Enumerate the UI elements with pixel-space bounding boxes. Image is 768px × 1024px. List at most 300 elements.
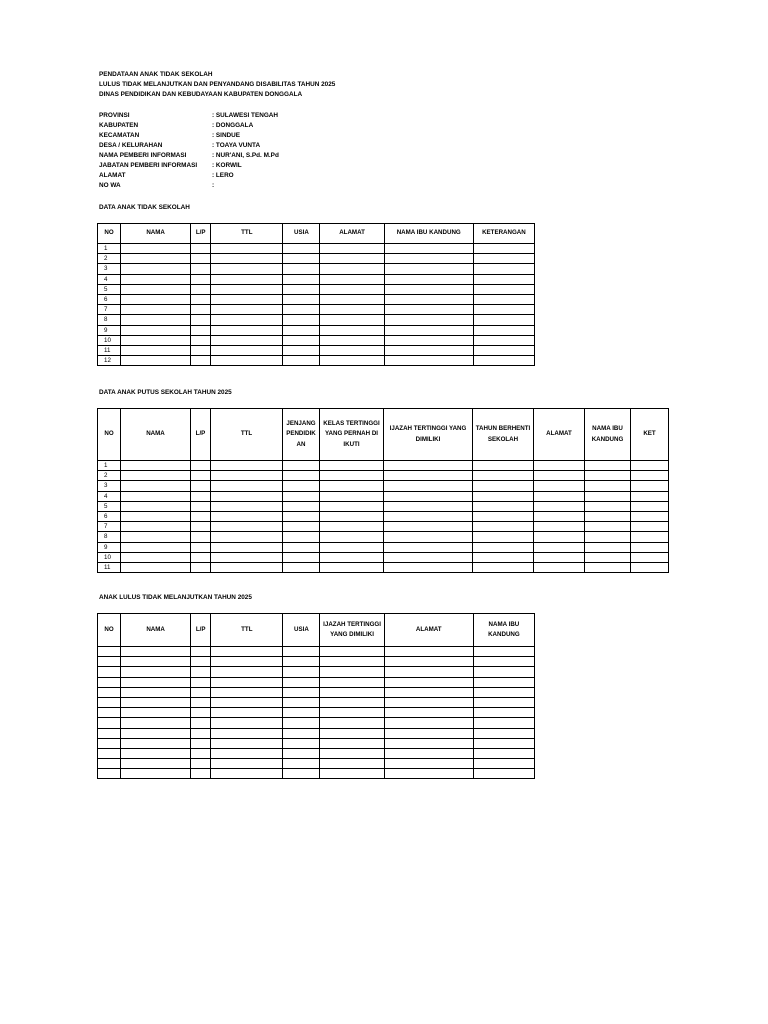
table-cell[interactable] (211, 532, 283, 542)
table-cell[interactable] (283, 522, 320, 532)
table-cell[interactable] (211, 294, 283, 304)
table-cell[interactable] (534, 542, 585, 552)
table-cell[interactable] (121, 471, 191, 481)
table-cell[interactable] (283, 315, 320, 325)
table-cell[interactable] (585, 471, 631, 481)
table-cell[interactable] (211, 667, 283, 677)
row-number-cell[interactable]: 5 (98, 284, 121, 294)
table-cell[interactable] (121, 254, 191, 264)
table-cell[interactable] (283, 345, 320, 355)
table-cell[interactable] (211, 501, 283, 511)
table-cell[interactable] (320, 552, 384, 562)
table-cell[interactable] (384, 647, 473, 657)
table-cell[interactable] (473, 264, 534, 274)
row-number-cell[interactable] (98, 687, 121, 697)
table-cell[interactable] (585, 552, 631, 562)
table-cell[interactable] (191, 244, 211, 254)
table-cell[interactable] (283, 325, 320, 335)
row-number-cell[interactable]: 2 (98, 471, 121, 481)
table-cell[interactable] (473, 647, 534, 657)
table-cell[interactable] (121, 335, 191, 345)
table-cell[interactable] (283, 748, 320, 758)
table-cell[interactable] (384, 657, 473, 667)
table-cell[interactable] (191, 532, 211, 542)
table-cell[interactable] (211, 697, 283, 707)
row-number-cell[interactable]: 6 (98, 511, 121, 521)
table-cell[interactable] (631, 491, 669, 501)
table-cell[interactable] (211, 325, 283, 335)
table-cell[interactable] (191, 657, 211, 667)
table-cell[interactable] (473, 657, 534, 667)
table-cell[interactable] (631, 481, 669, 491)
table-cell[interactable] (121, 728, 191, 738)
table-cell[interactable] (191, 471, 211, 481)
table-cell[interactable] (211, 305, 283, 315)
table-cell[interactable] (121, 697, 191, 707)
table-cell[interactable] (585, 481, 631, 491)
table-cell[interactable] (211, 315, 283, 325)
table-cell[interactable] (191, 254, 211, 264)
table-cell[interactable] (191, 345, 211, 355)
table-cell[interactable] (320, 274, 384, 284)
table-cell[interactable] (320, 335, 384, 345)
table-cell[interactable] (320, 461, 384, 471)
table-cell[interactable] (191, 274, 211, 284)
table-cell[interactable] (283, 335, 320, 345)
table-cell[interactable] (121, 687, 191, 697)
table-cell[interactable] (121, 667, 191, 677)
table-cell[interactable] (473, 471, 534, 481)
table-cell[interactable] (121, 325, 191, 335)
table-cell[interactable] (191, 562, 211, 572)
table-cell[interactable] (320, 325, 384, 335)
table-cell[interactable] (384, 769, 473, 779)
table-cell[interactable] (320, 294, 384, 304)
table-cell[interactable] (384, 708, 473, 718)
table-cell[interactable] (631, 532, 669, 542)
table-cell[interactable] (320, 708, 384, 718)
table-cell[interactable] (320, 532, 384, 542)
table-cell[interactable] (191, 748, 211, 758)
table-cell[interactable] (384, 274, 473, 284)
table-cell[interactable] (211, 335, 283, 345)
table-cell[interactable] (211, 461, 283, 471)
table-cell[interactable] (384, 481, 473, 491)
table-cell[interactable] (631, 471, 669, 481)
row-number-cell[interactable] (98, 738, 121, 748)
table-cell[interactable] (283, 542, 320, 552)
table-cell[interactable] (320, 769, 384, 779)
table-cell[interactable] (320, 677, 384, 687)
table-cell[interactable] (473, 542, 534, 552)
row-number-cell[interactable] (98, 647, 121, 657)
table-cell[interactable] (384, 552, 473, 562)
table-cell[interactable] (191, 335, 211, 345)
table-cell[interactable] (121, 294, 191, 304)
table-cell[interactable] (534, 532, 585, 542)
table-cell[interactable] (191, 647, 211, 657)
table-cell[interactable] (191, 552, 211, 562)
table-cell[interactable] (283, 481, 320, 491)
table-cell[interactable] (121, 244, 191, 254)
table-cell[interactable] (384, 718, 473, 728)
table-cell[interactable] (121, 501, 191, 511)
row-number-cell[interactable]: 4 (98, 274, 121, 284)
row-number-cell[interactable] (98, 728, 121, 738)
table-cell[interactable] (283, 264, 320, 274)
row-number-cell[interactable]: 10 (98, 552, 121, 562)
table-cell[interactable] (473, 728, 534, 738)
table-cell[interactable] (320, 657, 384, 667)
table-cell[interactable] (211, 542, 283, 552)
table-cell[interactable] (384, 697, 473, 707)
table-cell[interactable] (191, 501, 211, 511)
table-cell[interactable] (534, 511, 585, 521)
table-cell[interactable] (384, 335, 473, 345)
table-cell[interactable] (473, 274, 534, 284)
table-cell[interactable] (283, 294, 320, 304)
table-cell[interactable] (473, 461, 534, 471)
table-cell[interactable] (211, 728, 283, 738)
table-cell[interactable] (585, 491, 631, 501)
table-cell[interactable] (473, 244, 534, 254)
row-number-cell[interactable] (98, 677, 121, 687)
row-number-cell[interactable]: 3 (98, 481, 121, 491)
table-cell[interactable] (121, 708, 191, 718)
table-cell[interactable] (211, 769, 283, 779)
row-number-cell[interactable]: 11 (98, 562, 121, 572)
row-number-cell[interactable] (98, 667, 121, 677)
table-cell[interactable] (121, 461, 191, 471)
table-cell[interactable] (121, 481, 191, 491)
table-cell[interactable] (283, 284, 320, 294)
table-cell[interactable] (121, 677, 191, 687)
table-cell[interactable] (211, 522, 283, 532)
row-number-cell[interactable]: 10 (98, 335, 121, 345)
table-cell[interactable] (211, 687, 283, 697)
table-cell[interactable] (320, 759, 384, 769)
table-cell[interactable] (473, 718, 534, 728)
table-cell[interactable] (191, 759, 211, 769)
table-cell[interactable] (191, 697, 211, 707)
table-cell[interactable] (320, 305, 384, 315)
table-cell[interactable] (631, 461, 669, 471)
table-cell[interactable] (473, 294, 534, 304)
table-cell[interactable] (473, 501, 534, 511)
table-cell[interactable] (320, 345, 384, 355)
table-cell[interactable] (473, 759, 534, 769)
table-cell[interactable] (384, 325, 473, 335)
table-cell[interactable] (283, 244, 320, 254)
table-cell[interactable] (121, 718, 191, 728)
table-cell[interactable] (320, 667, 384, 677)
table-cell[interactable] (211, 284, 283, 294)
table-cell[interactable] (211, 356, 283, 366)
table-cell[interactable] (283, 274, 320, 284)
table-cell[interactable] (283, 769, 320, 779)
table-cell[interactable] (283, 677, 320, 687)
table-cell[interactable] (320, 718, 384, 728)
table-cell[interactable] (384, 511, 473, 521)
table-cell[interactable] (631, 552, 669, 562)
table-cell[interactable] (473, 552, 534, 562)
table-cell[interactable] (121, 748, 191, 758)
table-cell[interactable] (191, 677, 211, 687)
table-cell[interactable] (473, 305, 534, 315)
table-cell[interactable] (191, 687, 211, 697)
table-cell[interactable] (191, 769, 211, 779)
table-cell[interactable] (121, 345, 191, 355)
table-cell[interactable] (534, 471, 585, 481)
table-cell[interactable] (473, 481, 534, 491)
table-cell[interactable] (384, 471, 473, 481)
table-cell[interactable] (384, 677, 473, 687)
table-cell[interactable] (283, 254, 320, 264)
table-cell[interactable] (384, 687, 473, 697)
table-cell[interactable] (211, 718, 283, 728)
table-cell[interactable] (473, 687, 534, 697)
table-cell[interactable] (191, 491, 211, 501)
table-cell[interactable] (211, 748, 283, 758)
table-cell[interactable] (283, 708, 320, 718)
table-cell[interactable] (384, 284, 473, 294)
table-cell[interactable] (473, 708, 534, 718)
table-cell[interactable] (191, 481, 211, 491)
table-cell[interactable] (283, 657, 320, 667)
table-cell[interactable] (211, 759, 283, 769)
table-cell[interactable] (585, 542, 631, 552)
table-cell[interactable] (191, 294, 211, 304)
table-cell[interactable] (283, 687, 320, 697)
table-cell[interactable] (534, 501, 585, 511)
row-number-cell[interactable]: 9 (98, 542, 121, 552)
row-number-cell[interactable] (98, 697, 121, 707)
table-cell[interactable] (473, 284, 534, 294)
table-cell[interactable] (534, 481, 585, 491)
row-number-cell[interactable]: 8 (98, 315, 121, 325)
table-cell[interactable] (320, 491, 384, 501)
table-cell[interactable] (384, 254, 473, 264)
table-cell[interactable] (121, 759, 191, 769)
table-cell[interactable] (473, 667, 534, 677)
table-cell[interactable] (211, 274, 283, 284)
table-cell[interactable] (384, 738, 473, 748)
table-cell[interactable] (320, 471, 384, 481)
table-cell[interactable] (320, 562, 384, 572)
row-number-cell[interactable] (98, 748, 121, 758)
table-cell[interactable] (283, 667, 320, 677)
table-cell[interactable] (191, 305, 211, 315)
table-cell[interactable] (534, 491, 585, 501)
table-cell[interactable] (631, 562, 669, 572)
table-cell[interactable] (320, 511, 384, 521)
table-cell[interactable] (384, 356, 473, 366)
table-cell[interactable] (384, 294, 473, 304)
table-cell[interactable] (191, 356, 211, 366)
table-cell[interactable] (283, 501, 320, 511)
table-cell[interactable] (283, 728, 320, 738)
table-cell[interactable] (585, 522, 631, 532)
row-number-cell[interactable] (98, 708, 121, 718)
table-cell[interactable] (473, 532, 534, 542)
table-cell[interactable] (473, 769, 534, 779)
table-cell[interactable] (191, 284, 211, 294)
table-cell[interactable] (211, 471, 283, 481)
table-cell[interactable] (191, 461, 211, 471)
table-cell[interactable] (534, 522, 585, 532)
table-cell[interactable] (384, 667, 473, 677)
table-cell[interactable] (320, 356, 384, 366)
table-cell[interactable] (384, 522, 473, 532)
row-number-cell[interactable] (98, 718, 121, 728)
table-cell[interactable] (320, 315, 384, 325)
table-cell[interactable] (211, 677, 283, 687)
table-cell[interactable] (121, 315, 191, 325)
table-cell[interactable] (121, 542, 191, 552)
table-cell[interactable] (473, 562, 534, 572)
table-cell[interactable] (631, 511, 669, 521)
table-cell[interactable] (320, 264, 384, 274)
table-cell[interactable] (211, 562, 283, 572)
table-cell[interactable] (121, 562, 191, 572)
table-cell[interactable] (585, 532, 631, 542)
table-cell[interactable] (121, 532, 191, 542)
table-cell[interactable] (585, 562, 631, 572)
table-cell[interactable] (191, 542, 211, 552)
table-cell[interactable] (473, 511, 534, 521)
table-cell[interactable] (320, 542, 384, 552)
table-cell[interactable] (191, 315, 211, 325)
table-cell[interactable] (320, 728, 384, 738)
row-number-cell[interactable]: 11 (98, 345, 121, 355)
table-cell[interactable] (473, 738, 534, 748)
table-cell[interactable] (283, 759, 320, 769)
table-cell[interactable] (585, 461, 631, 471)
table-cell[interactable] (121, 356, 191, 366)
table-cell[interactable] (384, 562, 473, 572)
table-cell[interactable] (283, 532, 320, 542)
table-cell[interactable] (585, 501, 631, 511)
table-cell[interactable] (320, 647, 384, 657)
table-cell[interactable] (320, 501, 384, 511)
table-cell[interactable] (191, 325, 211, 335)
table-cell[interactable] (283, 491, 320, 501)
table-cell[interactable] (283, 718, 320, 728)
row-number-cell[interactable]: 12 (98, 356, 121, 366)
table-cell[interactable] (320, 697, 384, 707)
row-number-cell[interactable]: 9 (98, 325, 121, 335)
table-cell[interactable] (121, 305, 191, 315)
table-cell[interactable] (384, 315, 473, 325)
row-number-cell[interactable]: 6 (98, 294, 121, 304)
table-cell[interactable] (121, 769, 191, 779)
row-number-cell[interactable]: 1 (98, 244, 121, 254)
table-cell[interactable] (211, 647, 283, 657)
table-cell[interactable] (320, 522, 384, 532)
row-number-cell[interactable]: 7 (98, 305, 121, 315)
table-cell[interactable] (631, 501, 669, 511)
table-cell[interactable] (384, 748, 473, 758)
table-cell[interactable] (211, 345, 283, 355)
table-cell[interactable] (211, 481, 283, 491)
table-cell[interactable] (283, 562, 320, 572)
table-cell[interactable] (191, 738, 211, 748)
table-cell[interactable] (211, 552, 283, 562)
table-cell[interactable] (473, 748, 534, 758)
table-cell[interactable] (211, 708, 283, 718)
row-number-cell[interactable]: 5 (98, 501, 121, 511)
table-cell[interactable] (631, 542, 669, 552)
table-cell[interactable] (283, 305, 320, 315)
row-number-cell[interactable]: 3 (98, 264, 121, 274)
table-cell[interactable] (211, 738, 283, 748)
table-cell[interactable] (211, 491, 283, 501)
table-cell[interactable] (320, 738, 384, 748)
table-cell[interactable] (283, 511, 320, 521)
table-cell[interactable] (534, 562, 585, 572)
table-cell[interactable] (283, 471, 320, 481)
row-number-cell[interactable] (98, 657, 121, 667)
table-cell[interactable] (121, 522, 191, 532)
table-cell[interactable] (320, 254, 384, 264)
table-cell[interactable] (211, 511, 283, 521)
row-number-cell[interactable] (98, 759, 121, 769)
table-cell[interactable] (283, 356, 320, 366)
table-cell[interactable] (283, 461, 320, 471)
table-cell[interactable] (384, 491, 473, 501)
table-cell[interactable] (320, 748, 384, 758)
table-cell[interactable] (283, 697, 320, 707)
table-cell[interactable] (211, 264, 283, 274)
row-number-cell[interactable]: 4 (98, 491, 121, 501)
table-cell[interactable] (473, 491, 534, 501)
table-cell[interactable] (121, 738, 191, 748)
row-number-cell[interactable] (98, 769, 121, 779)
table-cell[interactable] (191, 264, 211, 274)
row-number-cell[interactable]: 2 (98, 254, 121, 264)
table-cell[interactable] (585, 511, 631, 521)
table-cell[interactable] (191, 708, 211, 718)
table-cell[interactable] (384, 728, 473, 738)
table-cell[interactable] (384, 542, 473, 552)
table-cell[interactable] (473, 356, 534, 366)
table-cell[interactable] (191, 511, 211, 521)
table-cell[interactable] (283, 738, 320, 748)
table-cell[interactable] (121, 657, 191, 667)
table-cell[interactable] (320, 284, 384, 294)
table-cell[interactable] (121, 552, 191, 562)
table-cell[interactable] (121, 274, 191, 284)
table-cell[interactable] (473, 522, 534, 532)
table-cell[interactable] (473, 677, 534, 687)
table-cell[interactable] (534, 461, 585, 471)
table-cell[interactable] (473, 345, 534, 355)
table-cell[interactable] (384, 264, 473, 274)
row-number-cell[interactable]: 8 (98, 532, 121, 542)
table-cell[interactable] (473, 315, 534, 325)
table-cell[interactable] (384, 461, 473, 471)
table-cell[interactable] (121, 264, 191, 274)
table-cell[interactable] (631, 522, 669, 532)
table-cell[interactable] (473, 254, 534, 264)
table-cell[interactable] (384, 305, 473, 315)
table-cell[interactable] (320, 481, 384, 491)
table-cell[interactable] (283, 647, 320, 657)
table-cell[interactable] (384, 501, 473, 511)
table-cell[interactable] (384, 532, 473, 542)
table-cell[interactable] (283, 552, 320, 562)
table-cell[interactable] (121, 647, 191, 657)
